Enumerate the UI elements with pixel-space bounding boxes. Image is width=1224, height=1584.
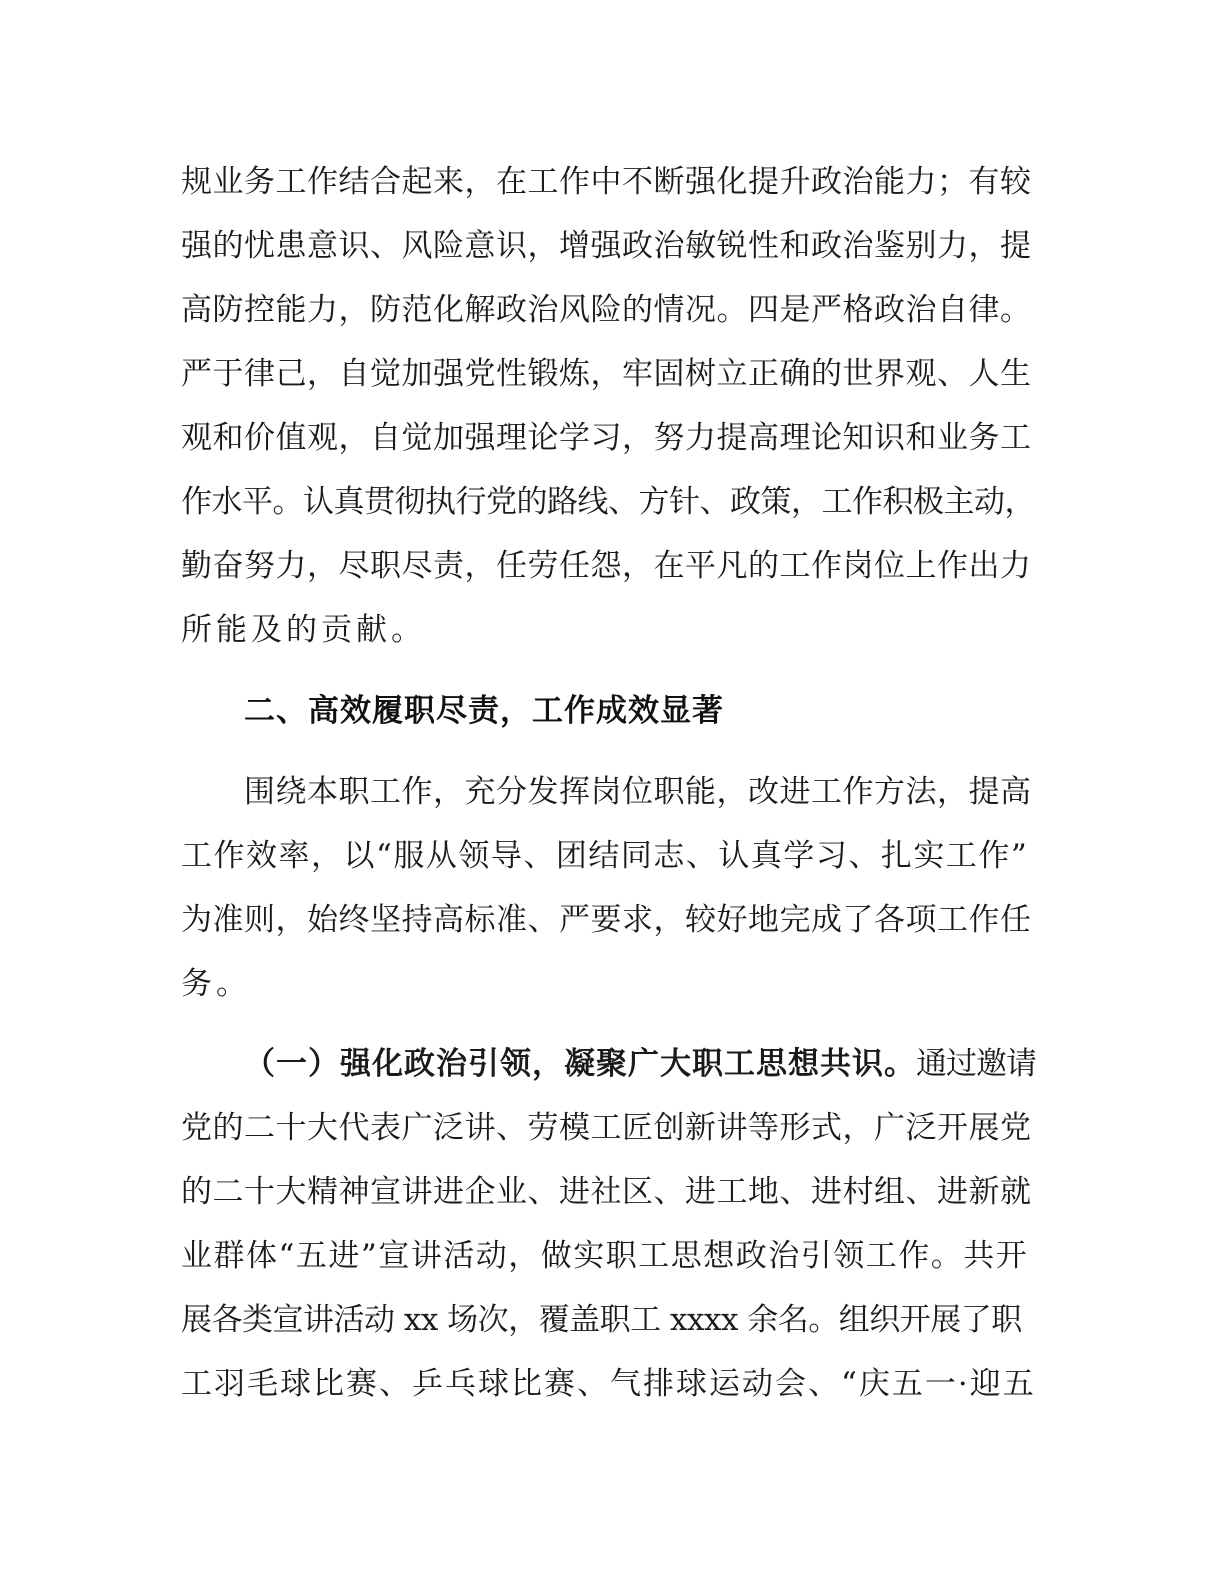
paragraph-bold-lead: （一）强化政治引领，凝聚广大职工思想共识。 bbox=[244, 1046, 916, 1082]
paragraph-line: 高防控能力，防范化解政治风险的情况。四是严格政治自律。 bbox=[181, 292, 1032, 328]
paragraph-1 bbox=[181, 150, 1036, 662]
paragraph-line: 严于律己，自觉加强党性锻炼，牢固树立正确的世界观、人生 bbox=[181, 356, 1032, 392]
paragraph-2 bbox=[181, 760, 1036, 1016]
paragraph-line: 工作效率，以“服从领导、团结同志、认真学习、扎实工作” bbox=[181, 838, 1029, 874]
paragraph-line: 所能及的贡献。 bbox=[181, 612, 426, 648]
paragraph-line: 党的二十大代表广泛讲、劳模工匠创新讲等形式，广泛开展党 bbox=[181, 1110, 1032, 1146]
paragraph-line: 观和价值观，自觉加强理论学习，努力提高理论知识和业务工 bbox=[181, 420, 1032, 456]
paragraph-line: 勤奋努力，尽职尽责，任劳任怨，在平凡的工作岗位上作出力 bbox=[181, 548, 1032, 584]
section-heading: 二、高效履职尽责，工作成效显著 bbox=[244, 693, 724, 729]
paragraph-line: 的二十大精神宣讲进企业、进社区、进工地、进村组、进新就 bbox=[181, 1174, 1032, 1210]
paragraph-line: 业群体“五进”宣讲活动，做实职工思想政治引领工作。共开 bbox=[181, 1238, 1029, 1274]
paragraph-line: 务。 bbox=[181, 966, 251, 1002]
paragraph-line: 展各类宣讲活动 xx 场次，覆盖职工 xxxx 余名。组织开展了职 bbox=[181, 1302, 1022, 1338]
paragraph-line-rest: 通过邀请 bbox=[916, 1046, 1036, 1082]
paragraph-first-line bbox=[181, 1032, 1036, 1096]
paragraph-line: 作水平。认真贯彻执行党的路线、方针、政策，工作积极主动， bbox=[181, 484, 1035, 520]
paragraph-line: 规业务工作结合起来，在工作中不断强化提升政治能力；有较 bbox=[181, 164, 1032, 200]
paragraph-line: 为准则，始终坚持高标准、严要求，较好地完成了各项工作任 bbox=[181, 902, 1032, 938]
paragraph-line: 工羽毛球比赛、乒乓球比赛、气排球运动会、“庆五一·迎五 bbox=[181, 1366, 1036, 1402]
paragraph-line: 强的忧患意识、风险意识，增强政治敏锐性和政治鉴别力，提 bbox=[181, 228, 1032, 264]
paragraph-3 bbox=[181, 1032, 1036, 1416]
paragraph-line: 围绕本职工作，充分发挥岗位职能，改进工作方法，提高 bbox=[244, 774, 1032, 810]
